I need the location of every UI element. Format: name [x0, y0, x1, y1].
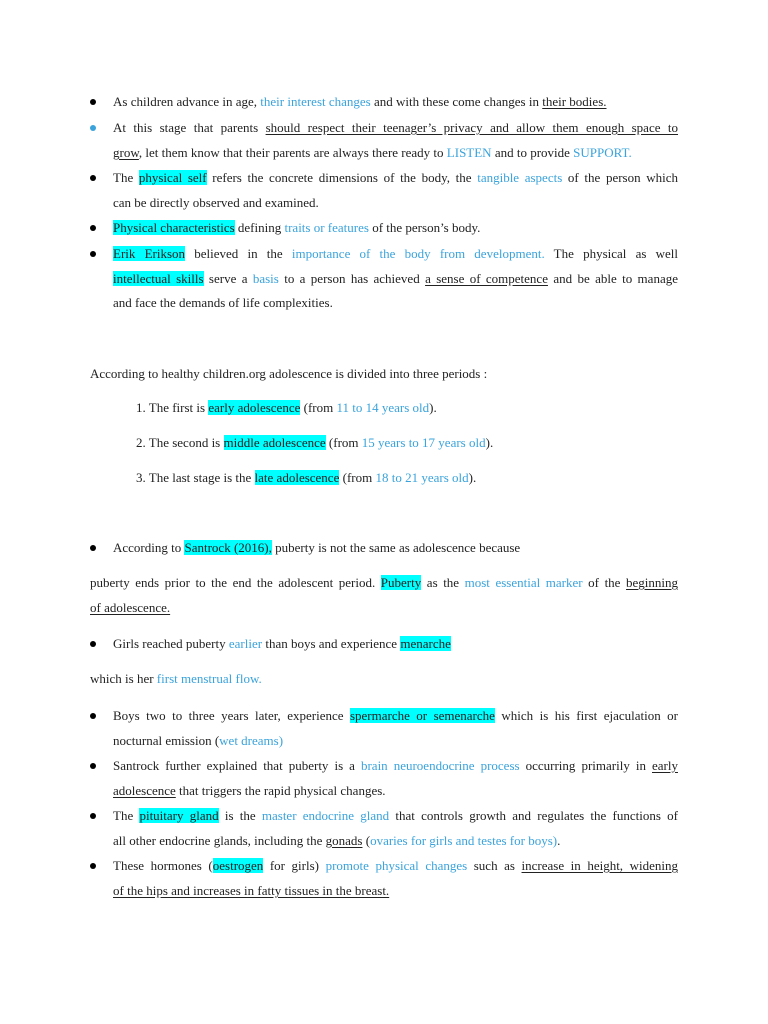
bullet-1-text: As children advance in age, their interest changes and with these come changes in their bodies.: [113, 94, 607, 109]
bullet-dot: [90, 863, 96, 869]
bullet-9-line-1: Santrock further explained that puberty is a brain neuroendocrine process occurring primarily in early: [113, 758, 678, 773]
period-item-2: 2. The second is middle adolescence (from 15 years to 17 years old).: [136, 435, 494, 450]
bullet-7-text: Girls reached puberty earlier than boys and experience menarche: [113, 636, 451, 651]
bullet-8-line-1: Boys two to three years later, experience spermarche or semenarche which is his first ejaculation or: [113, 708, 678, 723]
bullet-dot: [90, 545, 96, 551]
bullet-2-line-1: At this stage that parents should respect their teenager’s privacy and allow them enough space to: [113, 120, 679, 135]
bullet-6-text: According to Santrock (2016), puberty is not the same as adolescence because: [113, 540, 521, 555]
bullet-dot: [90, 251, 96, 257]
bullet-5-line-2: intellectual skills serve a basis to a person has achieved a sense of competence and be able to manage: [113, 271, 678, 286]
bullet-9-line-2: adolescence that triggers the rapid physical changes.: [113, 783, 386, 798]
puberty-paragraph-line-1: puberty ends prior to the end the adolescent period. Puberty as the most essential marker of the beginning: [90, 575, 679, 590]
puberty-paragraph-line-2: of adolescence.: [90, 600, 171, 615]
menarche-paragraph: which is her first menstrual flow.: [90, 671, 262, 686]
bullet-4-text: Physical characteristics defining traits or features of the person’s body.: [113, 220, 481, 235]
bullet-11-line-2: of the hips and increases in fatty tissues in the breast.: [113, 883, 390, 898]
bullet-dot: [90, 99, 96, 105]
bullet-5-line-3: and face the demands of life complexities.: [113, 295, 333, 310]
bullet-11-line-1: These hormones (oestrogen for girls) promote physical changes such as increase in height, widening: [113, 858, 678, 873]
bullet-2-line-2: grow, let them know that their parents are always there ready to LISTEN and to provide SUPPORT.: [113, 145, 632, 160]
bullet-dot: [90, 813, 96, 819]
bullet-8-line-2: nocturnal emission (wet dreams): [113, 733, 284, 748]
bullet-dot: [90, 225, 96, 231]
period-item-1: 1. The first is early adolescence (from 11 to 14 years old).: [136, 400, 437, 415]
bullet-10-line-1: The pituitary gland is the master endocrine gland that controls growth and regulates the functions of: [113, 808, 678, 823]
bullet-dot: [90, 125, 96, 131]
bullet-dot: [90, 175, 96, 181]
periods-intro: According to healthy children.org adolescence is divided into three periods :: [90, 366, 488, 381]
bullet-5-line-1: Erik Erikson believed in the importance of the body from development. The physical as well: [113, 246, 679, 261]
bullet-dot: [90, 713, 96, 719]
bullet-3-line-2: can be directly observed and examined.: [113, 195, 319, 210]
bullet-dot: [90, 641, 96, 647]
bullet-dot: [90, 763, 96, 769]
bullet-10-line-2: all other endocrine glands, including the gonads (ovaries for girls and testes for boys).: [113, 833, 561, 848]
period-item-3: 3. The last stage is the late adolescence (from 18 to 21 years old).: [136, 470, 477, 485]
bullet-3-line-1: The physical self refers the concrete dimensions of the body, the tangible aspects of the person which: [113, 170, 679, 185]
